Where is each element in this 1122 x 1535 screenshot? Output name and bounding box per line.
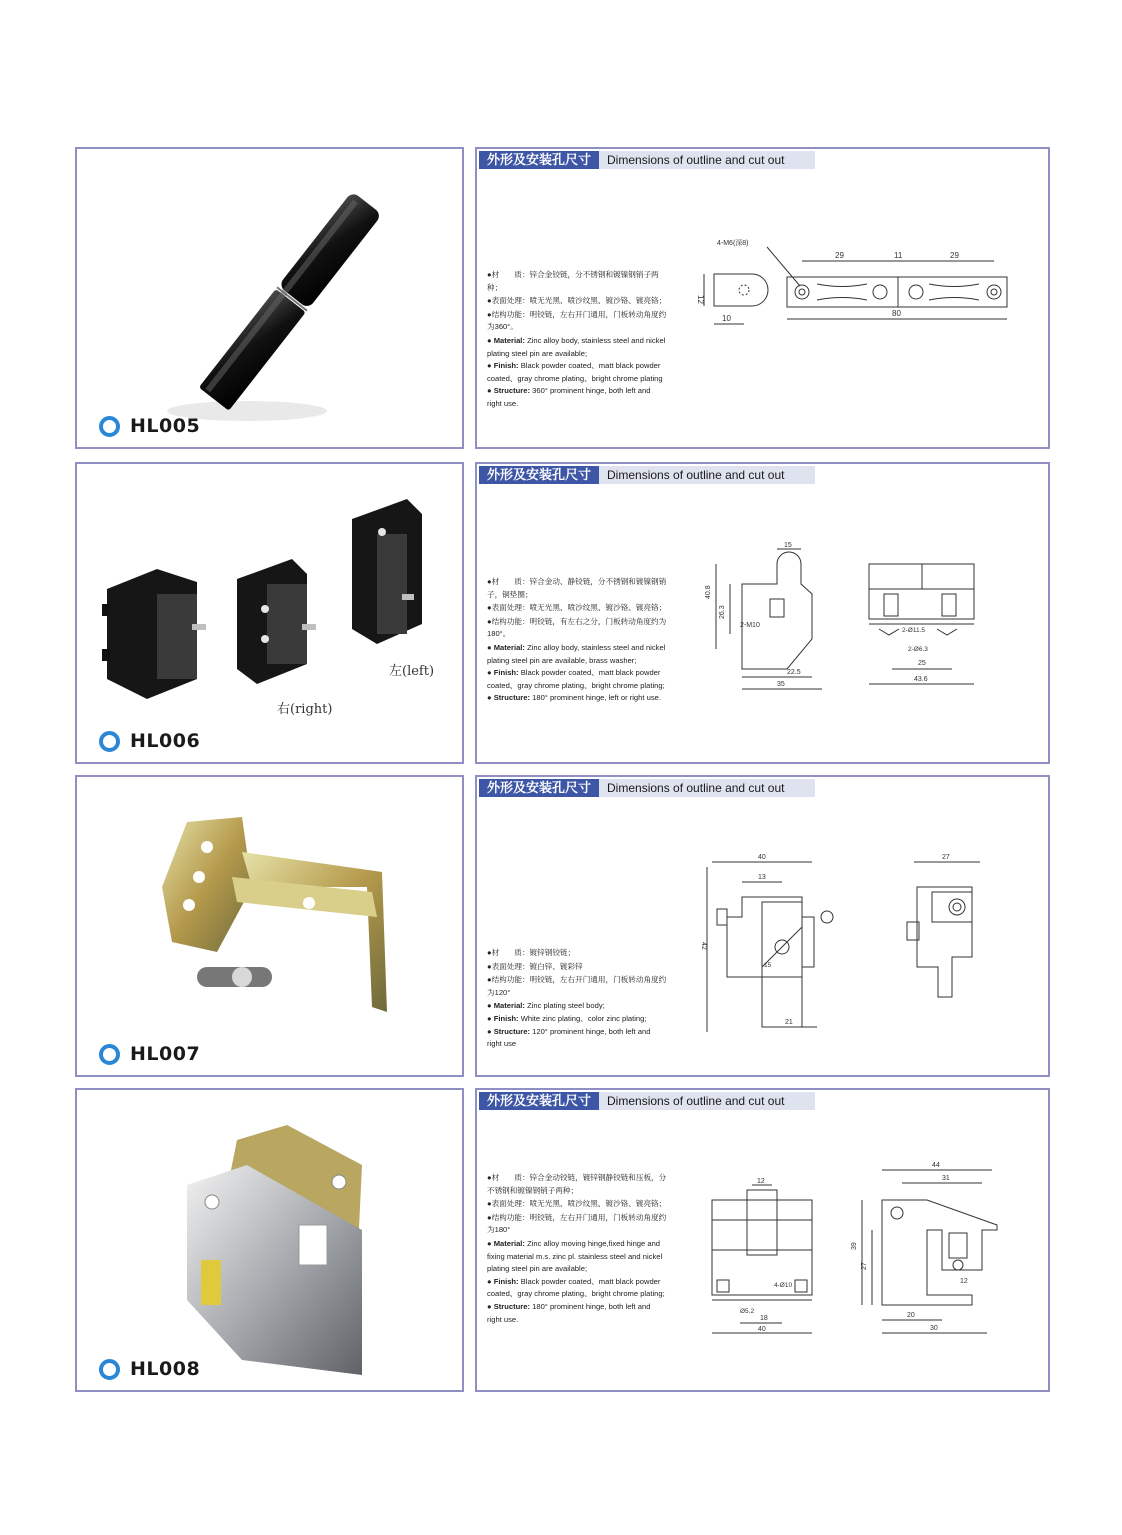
svg-text:13: 13 (758, 874, 766, 881)
svg-text:40.8: 40.8 (705, 585, 712, 599)
cn-finish: ●表面处理：喷无光黑、喷沙纹黑、镀沙铬、镀亮铬； (487, 296, 667, 306)
svg-text:2-Ø11.5: 2-Ø11.5 (902, 627, 926, 634)
model-code: HL006 (130, 730, 201, 752)
cn-material: ●材 质：镀锌钢铰链； (487, 948, 576, 957)
spec-description (487, 1172, 667, 1326)
svg-text:39: 39 (851, 1242, 858, 1250)
structure-line: ● Structure: 120° prominent hinge, both left and right use (487, 1026, 651, 1049)
svg-text:20: 20 (907, 1312, 915, 1319)
dimension-drawing-hl006 (702, 539, 1047, 699)
product-photo-panel-hl006 (75, 462, 464, 764)
svg-text:12: 12 (757, 1178, 765, 1185)
model-label (99, 1358, 200, 1380)
finish-line: ● Finish: Black powder coated、matt black powder coated、gray chrome plating、bright chrome plating; (487, 668, 665, 690)
spec-panel-hl006 (475, 462, 1050, 764)
svg-text:4-Ø10: 4-Ø10 (774, 1282, 793, 1289)
structure-line: ● Structure: 180° prominent hinge, both left and right use. (487, 1301, 651, 1324)
material-line: ● Material: Zinc alloy body, stainless steel and nickel plating steel pin are available; (487, 335, 666, 358)
cn-structure: ●结构功能：明铰链，左右开门通用，门板转动角度约为360°。 (487, 309, 667, 332)
svg-text:26.3: 26.3 (719, 605, 726, 619)
circle-bullet-icon (99, 1044, 120, 1065)
model-label (99, 730, 200, 752)
product-photo-panel-hl007 (75, 775, 464, 1077)
circle-bullet-icon (99, 731, 120, 752)
spec-panel-hl008 (475, 1088, 1050, 1392)
cn-structure: ●结构功能：明铰链，左右开门通用，门板转动角度约为120° (487, 975, 667, 997)
section-header (479, 151, 815, 169)
header-cn: 外形及安装孔尺寸 (479, 151, 599, 169)
svg-text:40: 40 (758, 854, 766, 861)
header-en: Dimensions of outline and cut out (599, 779, 815, 797)
model-label (99, 1043, 200, 1065)
svg-text:18: 18 (760, 1315, 768, 1322)
hinge-photo-hl005 (77, 149, 462, 447)
svg-text:Ø5.2: Ø5.2 (740, 1308, 755, 1315)
header-cn: 外形及安装孔尺寸 (479, 466, 599, 484)
svg-text:12: 12 (960, 1278, 968, 1285)
finish-line: ● Finish: White zinc plating、color zinc plating; (487, 1013, 647, 1023)
finish-line: ● Finish: Black powder coated、matt black powder coated、gray chrome plating、bright chrome plating; (487, 1276, 665, 1299)
structure-line: ● Structure: 180° prominent hinge, left or right use. (487, 693, 661, 703)
header-cn: 外形及安装孔尺寸 (479, 1092, 599, 1110)
header-en: Dimensions of outline and cut out (599, 1092, 815, 1110)
header-en: Dimensions of outline and cut out (599, 151, 815, 169)
svg-text:35: 35 (777, 681, 785, 688)
cn-finish: ●表面处理：镀白锌、镀彩锌 (487, 961, 583, 971)
spec-description (487, 269, 667, 411)
svg-text:30: 30 (930, 1325, 938, 1332)
dimension-drawing-hl007 (702, 847, 1002, 1037)
svg-text:21: 21 (785, 1019, 793, 1026)
spec-panel-hl005 (475, 147, 1050, 449)
svg-text:27: 27 (942, 854, 950, 861)
product-photo-panel-hl005 (75, 147, 464, 449)
svg-text:80: 80 (892, 309, 901, 318)
hinge-photo-hl006 (77, 464, 462, 762)
cn-material: ●材 质：锌合金铰链，分不锈钢和镀镍钢销子两种； (487, 270, 659, 292)
hinge-photo-hl008 (77, 1090, 462, 1390)
model-code: HL005 (130, 415, 201, 437)
svg-text:2-M10: 2-M10 (740, 622, 760, 629)
caption-right: 右(right) (277, 702, 333, 717)
cn-finish: ●表面处理：喷无光黑、喷沙纹黑、镀沙铬、镀亮铬； (487, 603, 667, 613)
svg-text:22.5: 22.5 (787, 669, 801, 676)
circle-bullet-icon (99, 1359, 120, 1380)
svg-text:42: 42 (700, 942, 707, 950)
cn-structure: ●结构功能：明铰链，左右开门通用，门板转动角度约为180° (487, 1212, 667, 1235)
model-code: HL007 (130, 1043, 201, 1065)
svg-text:31: 31 (942, 1175, 950, 1182)
header-en: Dimensions of outline and cut out (599, 466, 815, 484)
material-line: ● Material: Zinc alloy moving hinge,fixed hinge and fixing material m.s. zinc pl. stainless steel and nickel plating steel pin are available; (487, 1238, 663, 1274)
section-header (479, 779, 815, 797)
svg-text:15: 15 (784, 542, 792, 549)
svg-text:12: 12 (696, 295, 705, 304)
model-label (99, 415, 200, 437)
circle-bullet-icon (99, 416, 120, 437)
svg-text:27: 27 (861, 1262, 868, 1270)
dimension-drawing-hl005 (692, 229, 1042, 349)
svg-text:44: 44 (932, 1162, 940, 1169)
material-line: ● Material: Zinc alloy body, stainless steel and nickel plating steel pin are available, brass washer; (487, 642, 666, 665)
svg-text:10: 10 (722, 314, 731, 323)
svg-text:25: 25 (918, 660, 926, 667)
svg-text:29: 29 (835, 251, 844, 260)
header-cn: 外形及安装孔尺寸 (479, 779, 599, 797)
spec-description (487, 947, 667, 1051)
cn-structure: ●结构功能：明铰链，有左右之分，门板转动角度约为180°。 (487, 616, 667, 639)
section-header (479, 466, 815, 484)
svg-text:29: 29 (950, 251, 959, 260)
structure-line: ● Structure: 360° prominent hinge, both left and right use. (487, 386, 651, 408)
product-photo-panel-hl008 (75, 1088, 464, 1392)
spec-description (487, 576, 667, 705)
svg-text:11: 11 (894, 251, 903, 260)
svg-text:15: 15 (764, 962, 772, 969)
spec-panel-hl007 (475, 775, 1050, 1077)
caption-left: 左(left) (389, 664, 435, 679)
svg-text:4-M6(深8): 4-M6(深8) (717, 240, 749, 247)
dimension-drawing-hl008 (702, 1155, 1047, 1345)
cn-material: ●材 质：锌合金动、静铰链，分不锈钢和镀镍钢销子，铜垫圈； (487, 577, 667, 599)
material-line: ● Material: Zinc plating steel body; (487, 1001, 605, 1011)
hinge-photo-hl007 (77, 777, 462, 1075)
finish-line: ● Finish: Black powder coated、matt black powder coated、gray chrome plating、bright chrome plating (487, 361, 663, 383)
model-code: HL008 (130, 1358, 201, 1380)
svg-text:43.6: 43.6 (914, 676, 928, 683)
section-header (479, 1092, 815, 1110)
cn-material: ●材 质：锌合金动铰链，镀锌钢静铰链和压板，分不锈钢和镀镍钢销子两种； (487, 1173, 667, 1195)
cn-finish: ●表面处理：喷无光黑、喷沙纹黑、镀沙铬、镀亮铬； (487, 1199, 667, 1209)
svg-text:40: 40 (758, 1326, 766, 1333)
svg-text:2-Ø6.3: 2-Ø6.3 (908, 646, 928, 653)
